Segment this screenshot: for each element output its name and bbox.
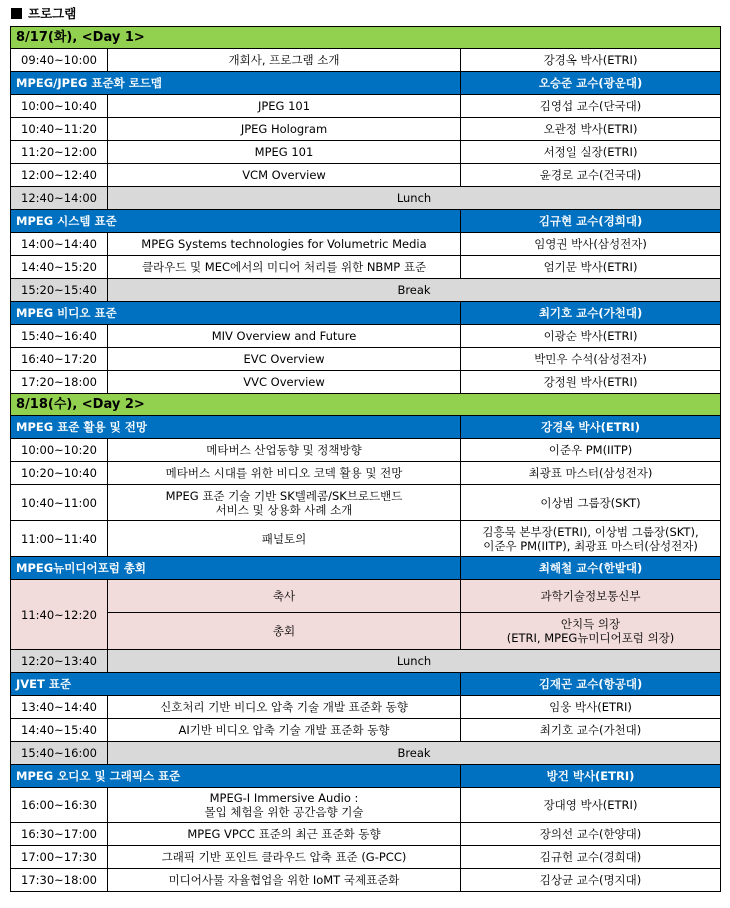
speaker-cell: 김영섭 교수(단국대) bbox=[461, 95, 721, 118]
table-row bbox=[11, 869, 721, 892]
time-cell: 16:00~16:30 bbox=[11, 788, 108, 823]
session-title: MPEG뉴미디어포럼 총회 bbox=[11, 557, 461, 580]
table-row bbox=[11, 719, 721, 742]
title-cell: 미디어사물 자율협업을 위한 IoMT 국제표준화 bbox=[108, 869, 461, 892]
lunch-label: Lunch bbox=[108, 650, 721, 673]
title-cell: VVC Overview bbox=[108, 371, 461, 394]
session-header bbox=[11, 72, 721, 95]
speaker-cell: 최기호 교수(가천대) bbox=[461, 719, 721, 742]
time-cell: 15:40~16:00 bbox=[11, 742, 108, 765]
table-row bbox=[11, 325, 721, 348]
title-cell: MPEG VPCC 표준의 최근 표준화 동향 bbox=[108, 823, 461, 846]
speaker-cell: 임웅 박사(ETRI) bbox=[461, 696, 721, 719]
session-chair: 오승준 교수(광운대) bbox=[461, 72, 721, 95]
session-chair: 최기호 교수(가천대) bbox=[461, 302, 721, 325]
time-cell: 14:40~15:40 bbox=[11, 719, 108, 742]
speaker-cell: 김규헌 교수(경희대) bbox=[461, 846, 721, 869]
speaker-cell: 강경옥 박사(ETRI) bbox=[461, 49, 721, 72]
title-cell: 메타버스 시대를 위한 비디오 코덱 활용 및 전망 bbox=[108, 462, 461, 485]
session-header bbox=[11, 416, 721, 439]
time-cell: 10:40~11:00 bbox=[11, 485, 108, 521]
table-row bbox=[11, 49, 721, 72]
title-cell: 신호처리 기반 비디오 압축 기술 개발 표준화 동향 bbox=[108, 696, 461, 719]
table-row bbox=[11, 613, 721, 650]
speaker-cell bbox=[461, 521, 721, 557]
speaker-cell bbox=[461, 613, 721, 650]
title-line: MPEG 표준 기술 기반 SK텔레콤/SK브로드밴드 bbox=[165, 488, 403, 503]
session-title: JVET 표준 bbox=[11, 673, 461, 696]
speaker-line: 김흥묵 본부장(ETRI), 이상범 그룹장(SKT), bbox=[482, 524, 699, 539]
table-row bbox=[11, 164, 721, 187]
title-line: 서비스 및 상용화 사례 소개 bbox=[215, 502, 353, 517]
table-row bbox=[11, 118, 721, 141]
time-cell: 11:40~12:20 bbox=[11, 580, 108, 650]
speaker-cell: 박민우 수석(삼성전자) bbox=[461, 348, 721, 371]
time-cell: 12:20~13:40 bbox=[11, 650, 108, 673]
session-title: MPEG 시스템 표준 bbox=[11, 210, 461, 233]
time-cell: 10:00~10:20 bbox=[11, 439, 108, 462]
time-cell: 17:20~18:00 bbox=[11, 371, 108, 394]
time-cell: 12:40~14:00 bbox=[11, 187, 108, 210]
speaker-cell: 엄기문 박사(ETRI) bbox=[461, 256, 721, 279]
table-row bbox=[11, 788, 721, 823]
table-row bbox=[11, 823, 721, 846]
speaker-line: 안치득 의장 bbox=[560, 617, 621, 631]
speaker-cell: 강정원 박사(ETRI) bbox=[461, 371, 721, 394]
time-cell: 10:00~10:40 bbox=[11, 95, 108, 118]
title-cell: MPEG Systems technologies for Volumetric Media bbox=[108, 233, 461, 256]
session-header bbox=[11, 210, 721, 233]
title-cell: VCM Overview bbox=[108, 164, 461, 187]
break-row bbox=[11, 742, 721, 765]
session-chair: 김재곤 교수(항공대) bbox=[461, 673, 721, 696]
lunch-row bbox=[11, 187, 721, 210]
table-row bbox=[11, 580, 721, 613]
time-cell: 17:30~18:00 bbox=[11, 869, 108, 892]
title-cell: MPEG 101 bbox=[108, 141, 461, 164]
title-cell bbox=[108, 788, 461, 823]
time-cell: 12:00~12:40 bbox=[11, 164, 108, 187]
table-row bbox=[11, 95, 721, 118]
title-cell: 클라우드 및 MEC에서의 미디어 처리를 위한 NBMP 표준 bbox=[108, 256, 461, 279]
heading-text: 프로그램 bbox=[28, 6, 77, 21]
speaker-cell: 장의선 교수(한양대) bbox=[461, 823, 721, 846]
session-header bbox=[11, 673, 721, 696]
session-header bbox=[11, 765, 721, 788]
speaker-cell: 김상균 교수(명지대) bbox=[461, 869, 721, 892]
time-cell: 13:40~14:40 bbox=[11, 696, 108, 719]
table-row bbox=[11, 348, 721, 371]
time-cell: 16:40~17:20 bbox=[11, 348, 108, 371]
time-cell: 10:20~10:40 bbox=[11, 462, 108, 485]
session-chair: 최해철 교수(한밭대) bbox=[461, 557, 721, 580]
speaker-cell: 임영권 박사(삼성전자) bbox=[461, 233, 721, 256]
time-cell: 16:30~17:00 bbox=[11, 823, 108, 846]
time-cell: 14:40~15:20 bbox=[11, 256, 108, 279]
speaker-cell: 최광표 마스터(삼성전자) bbox=[461, 462, 721, 485]
speaker-line: 이준우 PM(IITP), 최광표 마스터(삼성전자) bbox=[483, 538, 698, 553]
table-row bbox=[11, 462, 721, 485]
session-chair: 강경옥 박사(ETRI) bbox=[461, 416, 721, 439]
title-cell: AI기반 비디오 압축 기술 개발 표준화 동향 bbox=[108, 719, 461, 742]
session-header bbox=[11, 302, 721, 325]
time-cell: 14:00~14:40 bbox=[11, 233, 108, 256]
break-label: Break bbox=[108, 742, 721, 765]
time-cell: 17:00~17:30 bbox=[11, 846, 108, 869]
title-cell: 총회 bbox=[108, 613, 461, 650]
time-cell: 11:20~12:00 bbox=[11, 141, 108, 164]
session-title: MPEG 표준 활용 및 전망 bbox=[11, 416, 461, 439]
table-row bbox=[11, 233, 721, 256]
speaker-cell: 이준우 PM(IITP) bbox=[461, 439, 721, 462]
speaker-cell: 이광순 박사(ETRI) bbox=[461, 325, 721, 348]
title-cell: JPEG Hologram bbox=[108, 118, 461, 141]
time-cell: 15:20~15:40 bbox=[11, 279, 108, 302]
speaker-cell: 과학기술정보통신부 bbox=[461, 580, 721, 613]
session-title: MPEG 오디오 및 그래픽스 표준 bbox=[11, 765, 461, 788]
title-cell bbox=[108, 485, 461, 521]
title-cell: 축사 bbox=[108, 580, 461, 613]
time-cell: 10:40~11:20 bbox=[11, 118, 108, 141]
title-cell: 패널토의 bbox=[108, 521, 461, 557]
lunch-label: Lunch bbox=[108, 187, 721, 210]
program-table bbox=[10, 26, 721, 892]
time-cell: 15:40~16:40 bbox=[11, 325, 108, 348]
speaker-cell: 장대영 박사(ETRI) bbox=[461, 788, 721, 823]
table-row bbox=[11, 141, 721, 164]
title-cell: JPEG 101 bbox=[108, 95, 461, 118]
square-bullet-icon bbox=[11, 8, 22, 19]
title-line: MPEG-I Immersive Audio : bbox=[209, 791, 359, 805]
title-cell: MIV Overview and Future bbox=[108, 325, 461, 348]
table-row bbox=[11, 696, 721, 719]
speaker-cell: 이상범 그룹장(SKT) bbox=[461, 485, 721, 521]
program-heading bbox=[11, 3, 76, 23]
speaker-cell: 서정일 실장(ETRI) bbox=[461, 141, 721, 164]
break-label: Break bbox=[108, 279, 721, 302]
day-header: 8/17(화), <Day 1> bbox=[11, 27, 721, 49]
session-title: MPEG/JPEG 표준화 로드맵 bbox=[11, 72, 461, 95]
session-chair: 방건 박사(ETRI) bbox=[461, 765, 721, 788]
lunch-row bbox=[11, 650, 721, 673]
session-header bbox=[11, 557, 721, 580]
session-chair: 김규현 교수(경희대) bbox=[461, 210, 721, 233]
table-row bbox=[11, 371, 721, 394]
break-row bbox=[11, 279, 721, 302]
speaker-cell: 오관정 박사(ETRI) bbox=[461, 118, 721, 141]
time-cell: 09:40~10:00 bbox=[11, 49, 108, 72]
title-cell: 개회사, 프로그램 소개 bbox=[108, 49, 461, 72]
title-cell: 메타버스 산업동향 및 정책방향 bbox=[108, 439, 461, 462]
title-cell: 그래픽 기반 포인트 클라우드 압축 표준 (G-PCC) bbox=[108, 846, 461, 869]
day-header: 8/18(수), <Day 2> bbox=[11, 394, 721, 416]
title-cell: EVC Overview bbox=[108, 348, 461, 371]
table-row bbox=[11, 521, 721, 557]
speaker-cell: 윤경로 교수(건국대) bbox=[461, 164, 721, 187]
title-line: 몰입 체험을 위한 공간음향 기술 bbox=[204, 805, 364, 819]
table-row bbox=[11, 439, 721, 462]
speaker-line: (ETRI, MPEG뉴미디어포럼 의장) bbox=[506, 631, 675, 645]
time-cell: 11:00~11:40 bbox=[11, 521, 108, 557]
table-row bbox=[11, 256, 721, 279]
table-row bbox=[11, 485, 721, 521]
table-row bbox=[11, 846, 721, 869]
session-title: MPEG 비디오 표준 bbox=[11, 302, 461, 325]
